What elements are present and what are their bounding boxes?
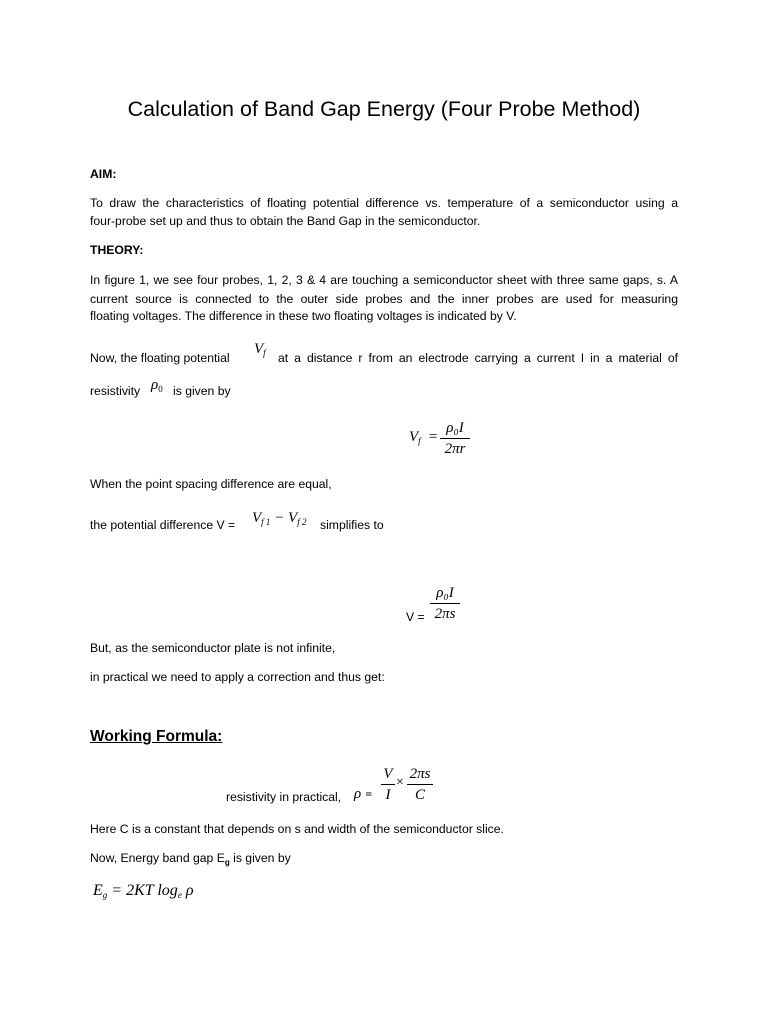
rho0-symbol: $\rho_0$ xyxy=(151,377,163,394)
working-formula-label: resistivity in practical, xyxy=(226,790,342,804)
not-infinite-text: But, as the semiconductor plate is not infinite, xyxy=(90,641,336,655)
potential-diff-expr: $V_{f 1} - V_{f 2}$ xyxy=(252,510,307,527)
v-sub-f: f xyxy=(263,348,266,358)
aim-paragraph xyxy=(90,194,678,213)
floating-text-2: at a distance r from an electrode carrying a current I in a material of xyxy=(278,351,678,365)
band-gap-text: Now, Energy band gap $E_g$ is given by xyxy=(90,851,291,867)
working-formula-heading: Working Formula: xyxy=(90,728,223,745)
eq1-denominator: 2πr xyxy=(444,441,466,457)
eq1-lhs: $V_f$ = xyxy=(409,429,438,446)
theory-line-3: floating voltages. The difference in these two floating voltages is indicated by V. xyxy=(90,309,517,323)
eq2-fraction-bar xyxy=(430,603,460,604)
theory-line-1: In figure 1, we see four probes, 1, 2, 3 & 4 are touching a semiconductor sheet with three same gaps, s. A xyxy=(90,273,678,287)
floating-symbol xyxy=(254,340,266,358)
eq2-denominator: 2πs xyxy=(434,606,456,622)
wf-fraction-1: V I xyxy=(381,765,395,804)
resistivity-label: resistivity xyxy=(90,384,141,398)
constant-text: Here C is a constant that depends on s and width of the semiconductor slice. xyxy=(90,822,504,836)
aim-heading: AIM: xyxy=(90,167,117,181)
simplifies-text: simplifies to xyxy=(320,518,384,532)
eq1-fraction xyxy=(440,419,470,458)
aim-line-2: four-probe set up and thus to obtain the Band Gap in the semiconductor. xyxy=(90,214,481,228)
floating-text-1: Now, the floating potential xyxy=(90,351,230,365)
wf-fraction-2: 2πs C xyxy=(407,765,433,804)
band-gap-equation: $E_g = 2KT$ $\log_e \rho$ xyxy=(93,882,194,900)
potential-diff-label: the potential difference V = xyxy=(90,518,236,532)
theory-line-2: current source is connected to the outer side probes and the inner probes are used for measuring xyxy=(90,292,678,306)
rho-symbol: ρ = xyxy=(354,786,373,802)
page-title: Calculation of Band Gap Energy (Four Probe Method) xyxy=(127,97,641,121)
aim-line-1: To draw the characteristics of floating potential difference vs. temperature of a semiconductor using a xyxy=(90,196,678,210)
eq2-lhs: V = xyxy=(406,610,425,624)
eq1-numerator: ρ₀I xyxy=(446,420,464,436)
given-by-text: is given by xyxy=(173,384,231,398)
spacing-text: When the point spacing difference are equal, xyxy=(90,477,332,491)
v-symbol: V xyxy=(254,341,264,357)
theory-paragraph xyxy=(90,271,678,309)
eq2-numerator: ρ₀I xyxy=(436,585,454,601)
eq2-fraction xyxy=(430,584,460,623)
theory-heading: THEORY: xyxy=(90,243,144,257)
eq1-fraction-bar xyxy=(440,438,470,439)
correction-text: in practical we need to apply a correction and thus get: xyxy=(90,670,385,684)
times-symbol: × xyxy=(396,775,404,790)
